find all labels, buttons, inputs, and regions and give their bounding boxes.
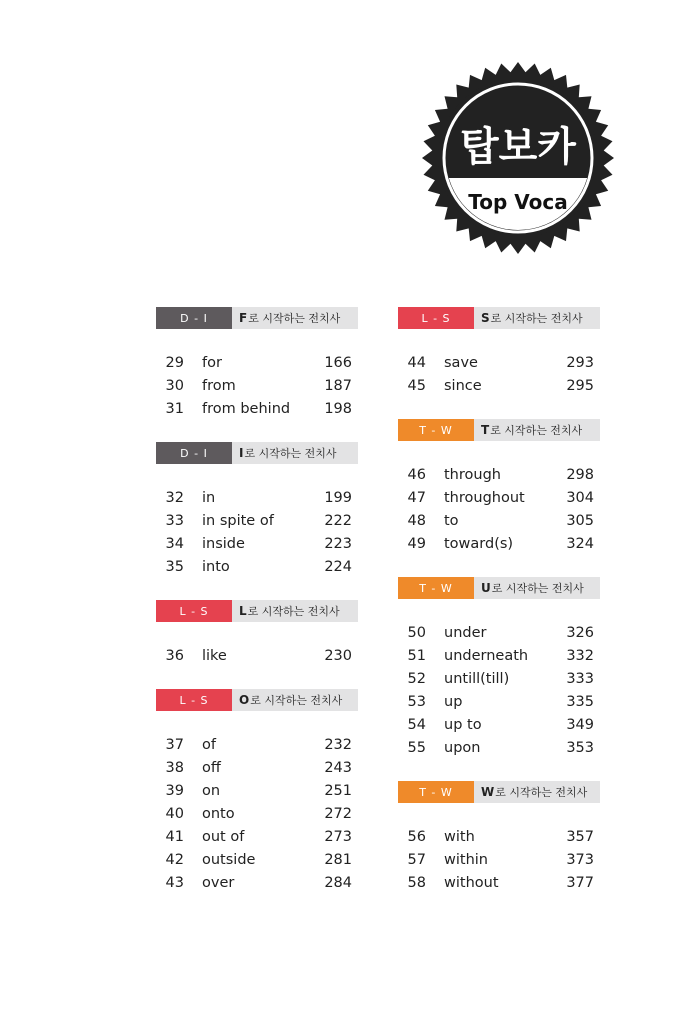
- section-u: [398, 577, 600, 781]
- entry-word: toward(s): [444, 535, 514, 552]
- entry-page: 199: [324, 489, 352, 506]
- entry-number: 43: [165, 874, 184, 891]
- entry-number: 35: [165, 558, 184, 575]
- entry-word: underneath: [444, 647, 529, 664]
- section-l: [156, 600, 358, 689]
- entry-number: 39: [165, 782, 184, 799]
- entry-page: 187: [324, 377, 352, 394]
- entry-number: 52: [407, 670, 426, 687]
- section-letter: O: [239, 693, 250, 707]
- list-item: [156, 825, 358, 848]
- entry-page: 284: [324, 874, 352, 891]
- entry-word: into: [202, 558, 230, 575]
- list-item: [398, 736, 600, 759]
- entry-number: 30: [165, 377, 184, 394]
- range-tag: L - S: [156, 689, 232, 711]
- list-item: [156, 374, 358, 397]
- entry-page: 251: [324, 782, 352, 799]
- entry-number: 58: [407, 874, 426, 891]
- section-header: [156, 689, 358, 711]
- entry-word: untill(till): [444, 670, 510, 687]
- entry-page: 272: [324, 805, 352, 822]
- entry-page: 298: [566, 466, 594, 483]
- entry-word: of: [202, 736, 216, 753]
- entry-page: 293: [566, 354, 594, 371]
- entry-word: to: [444, 512, 459, 529]
- logo-korean-text: 탑보카: [460, 124, 576, 170]
- section-title: [474, 419, 600, 441]
- section-letter: F: [239, 311, 248, 325]
- left-column: [156, 307, 358, 894]
- entry-page: 332: [566, 647, 594, 664]
- entry-word: onto: [202, 805, 235, 822]
- entry-word: save: [444, 354, 478, 371]
- entry-page: 273: [324, 828, 352, 845]
- section-header: [398, 419, 600, 441]
- list-item: [398, 509, 600, 532]
- section-letter: U: [481, 581, 491, 595]
- entry-number: 54: [407, 716, 426, 733]
- entry-page: 222: [324, 512, 352, 529]
- entry-page: 349: [566, 716, 594, 733]
- list-item: [156, 871, 358, 894]
- list-item: [156, 509, 358, 532]
- entry-number: 57: [407, 851, 426, 868]
- entry-number: 37: [165, 736, 184, 753]
- entry-number: 31: [165, 400, 184, 417]
- list-item: [398, 351, 600, 374]
- entry-page: 223: [324, 535, 352, 552]
- section-title: [232, 307, 358, 329]
- entry-number: 56: [407, 828, 426, 845]
- list-item: [398, 667, 600, 690]
- list-item: [156, 848, 358, 871]
- entry-page: 281: [324, 851, 352, 868]
- entry-word: within: [444, 851, 488, 868]
- entry-number: 33: [165, 512, 184, 529]
- section-header: [398, 781, 600, 803]
- entry-number: 32: [165, 489, 184, 506]
- list-item: [398, 871, 600, 894]
- entry-page: 333: [566, 670, 594, 687]
- entry-word: on: [202, 782, 221, 799]
- entry-number: 46: [407, 466, 426, 483]
- section-title: [232, 600, 358, 622]
- entry-page: 224: [324, 558, 352, 575]
- section-letter: T: [481, 423, 490, 437]
- entry-number: 42: [165, 851, 184, 868]
- list-item: [156, 555, 358, 578]
- entry-number: 34: [165, 535, 184, 552]
- entry-page: 353: [566, 739, 594, 756]
- entry-word: under: [444, 624, 487, 641]
- range-tag: L - S: [398, 307, 474, 329]
- entry-word: out of: [202, 828, 245, 845]
- entry-word: like: [202, 647, 227, 664]
- section-letter: L: [239, 604, 247, 618]
- entry-number: 44: [407, 354, 426, 371]
- list-item: [156, 644, 358, 667]
- entry-number: 40: [165, 805, 184, 822]
- section-title-text: 로 시작하는 전치사: [490, 312, 583, 325]
- entry-word: in spite of: [202, 512, 274, 529]
- range-tag: D - I: [156, 307, 232, 329]
- list-item: [398, 713, 600, 736]
- list-item: [398, 690, 600, 713]
- section-t: [398, 419, 600, 577]
- entry-page: 335: [566, 693, 594, 710]
- section-title-text: 로 시작하는 전치사: [247, 605, 340, 618]
- entry-number: 55: [407, 739, 426, 756]
- section-gap: [398, 759, 600, 781]
- section-title-text: 로 시작하는 전치사: [495, 786, 588, 799]
- entry-word: for: [202, 354, 222, 371]
- entry-page: 324: [566, 535, 594, 552]
- range-tag: D - I: [156, 442, 232, 464]
- entry-word: off: [202, 759, 221, 776]
- list-item: [156, 397, 358, 420]
- section-title: [474, 307, 600, 329]
- list-item: [156, 779, 358, 802]
- list-item: [398, 848, 600, 871]
- list-item: [156, 532, 358, 555]
- section-o: [156, 689, 358, 894]
- entry-number: 47: [407, 489, 426, 506]
- section-gap: [156, 667, 358, 689]
- list-item: [156, 756, 358, 779]
- list-item: [398, 374, 600, 397]
- section-title-text: 로 시작하는 전치사: [491, 582, 584, 595]
- section-gap: [398, 555, 600, 577]
- section-gap: [156, 420, 358, 442]
- section-title: [232, 689, 358, 711]
- section-f: [156, 307, 358, 442]
- entry-word: up: [444, 693, 463, 710]
- entry-number: 29: [165, 354, 184, 371]
- entry-word: throughout: [444, 489, 525, 506]
- list-item: [398, 463, 600, 486]
- section-title-text: 로 시작하는 전치사: [490, 424, 583, 437]
- list-item: [398, 644, 600, 667]
- section-title: [474, 781, 600, 803]
- entry-word: upon: [444, 739, 481, 756]
- entry-word: up to: [444, 716, 482, 733]
- entry-word: from behind: [202, 400, 291, 417]
- entry-word: outside: [202, 851, 256, 868]
- list-item: [156, 733, 358, 756]
- section-letter: I: [239, 446, 244, 460]
- right-column: [398, 307, 600, 894]
- entry-page: 232: [324, 736, 352, 753]
- entry-number: 45: [407, 377, 426, 394]
- entry-number: 41: [165, 828, 184, 845]
- entry-number: 36: [165, 647, 184, 664]
- entry-number: 53: [407, 693, 426, 710]
- section-i: [156, 442, 358, 600]
- entry-page: 243: [324, 759, 352, 776]
- entry-page: 373: [566, 851, 594, 868]
- entry-word: from: [202, 377, 236, 394]
- entry-word: without: [444, 874, 499, 891]
- list-item: [398, 621, 600, 644]
- section-w: [398, 781, 600, 894]
- range-tag: T - W: [398, 419, 474, 441]
- range-tag: T - W: [398, 781, 474, 803]
- entry-page: 305: [566, 512, 594, 529]
- section-title-text: 로 시작하는 전치사: [248, 312, 341, 325]
- entry-word: with: [444, 828, 475, 845]
- section-letter: W: [481, 785, 495, 799]
- list-item: [156, 486, 358, 509]
- entry-number: 49: [407, 535, 426, 552]
- entry-page: 377: [566, 874, 594, 891]
- section-header: [156, 600, 358, 622]
- entry-page: 357: [566, 828, 594, 845]
- list-item: [398, 532, 600, 555]
- entry-word: since: [444, 377, 482, 394]
- section-letter: S: [481, 311, 490, 325]
- section-title-text: 로 시작하는 전치사: [250, 694, 343, 707]
- entry-page: 304: [566, 489, 594, 506]
- section-title: [232, 442, 358, 464]
- entry-number: 50: [407, 624, 426, 641]
- entry-word: over: [202, 874, 235, 891]
- top-voca-logo: [420, 60, 616, 256]
- section-header: [398, 577, 600, 599]
- entry-page: 166: [324, 354, 352, 371]
- section-title: [474, 577, 600, 599]
- range-tag: T - W: [398, 577, 474, 599]
- section-header: [398, 307, 600, 329]
- entry-word: through: [444, 466, 501, 483]
- entry-page: 295: [566, 377, 594, 394]
- section-s: [398, 307, 600, 419]
- range-tag: L - S: [156, 600, 232, 622]
- entry-word: inside: [202, 535, 245, 552]
- list-item: [398, 486, 600, 509]
- list-item: [156, 351, 358, 374]
- entry-page: 326: [566, 624, 594, 641]
- section-header: [156, 442, 358, 464]
- entry-number: 51: [407, 647, 426, 664]
- logo-seal-icon: [420, 60, 616, 256]
- entry-number: 38: [165, 759, 184, 776]
- entry-page: 230: [324, 647, 352, 664]
- section-header: [156, 307, 358, 329]
- list-item: [156, 802, 358, 825]
- entry-number: 48: [407, 512, 426, 529]
- section-gap: [156, 578, 358, 600]
- list-item: [398, 825, 600, 848]
- section-gap: [398, 397, 600, 419]
- entry-word: in: [202, 489, 216, 506]
- entry-page: 198: [324, 400, 352, 417]
- section-title-text: 로 시작하는 전치사: [244, 447, 337, 460]
- logo-english-text: Top Voca: [468, 190, 568, 214]
